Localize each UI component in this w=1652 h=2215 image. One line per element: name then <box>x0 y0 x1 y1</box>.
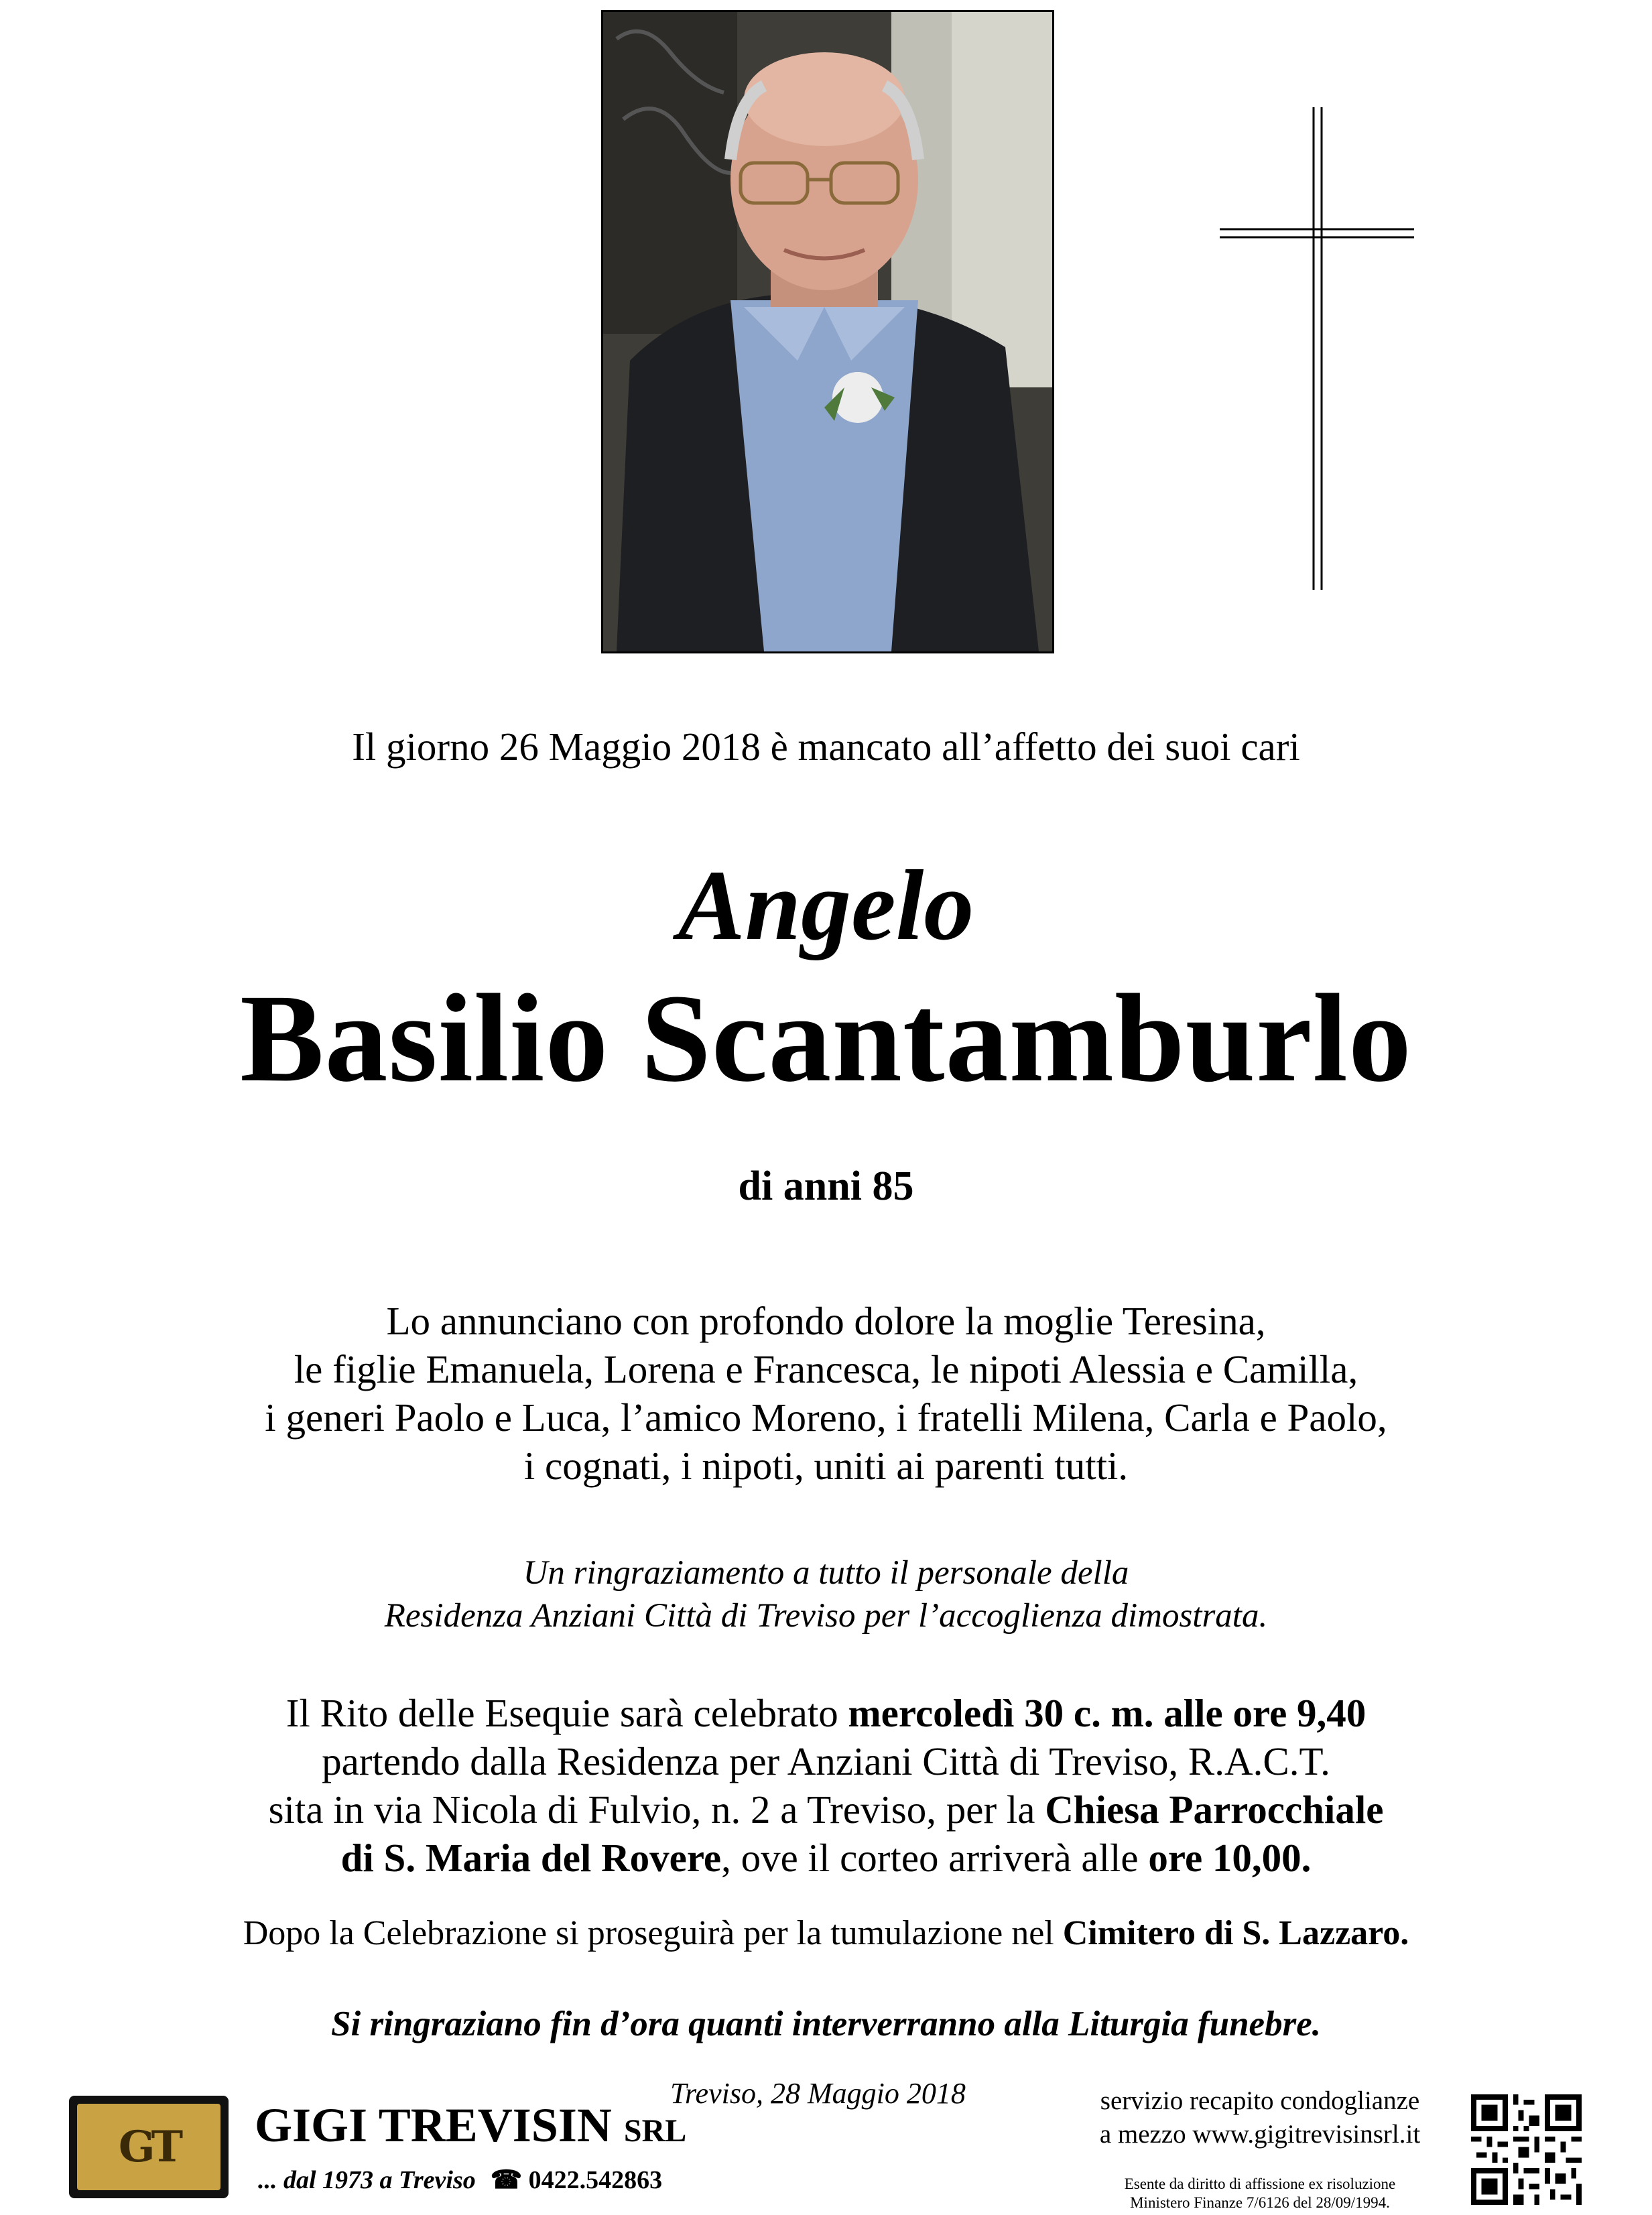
ceremony-datetime: mercoledì 30 c. m. alle ore 9,40 <box>848 1691 1367 1735</box>
logo-monogram: GT <box>77 2104 220 2190</box>
ceremony-line-4 <box>0 1834 1652 1882</box>
company-tagline <box>258 2165 662 2195</box>
final-thanks: Si ringraziano fin d’ora quanti interverranno alla Liturgia funebre. <box>331 2005 1321 2043</box>
service-website: a mezzo www.gigitrevisinsrl.it <box>1099 2120 1421 2149</box>
company-name-text: GIGI TREVISIN <box>255 2098 612 2152</box>
church-name: Chiesa Parrocchiale <box>1045 1787 1384 1832</box>
ceremony-line-1 <box>0 1689 1652 1737</box>
intro-line: Il giorno 26 Maggio 2018 è mancato all’affetto dei suoi cari <box>352 724 1300 769</box>
cemetery-name: Cimitero di S. Lazzaro. <box>1062 1914 1409 1952</box>
deceased-surname: Basilio Scantamburlo <box>240 968 1412 1108</box>
staff-thanks <box>0 1552 1652 1637</box>
tagline-text: ... dal 1973 a Treviso <box>258 2166 476 2194</box>
cross-icon <box>1220 107 1421 590</box>
deceased-first-name: Angelo <box>678 850 974 961</box>
church-name-cont: di S. Maria del Rovere <box>340 1836 722 1880</box>
announcement-line: Lo annunciano con profondo dolore la moglie Teresina, <box>386 1299 1266 1343</box>
burial-info <box>0 1913 1652 1953</box>
announcement-line: i generi Paolo e Luca, l’amico Moreno, i fratelli Milena, Carla e Paolo, <box>265 1395 1387 1440</box>
ceremony-text: , ove il corteo arriverà alle <box>721 1836 1149 1880</box>
service-line: servizio recapito condoglianze <box>1100 2086 1420 2115</box>
phone-icon: ☎ <box>490 2166 523 2194</box>
announcement-line: le figlie Emanuela, Lorena e Francesca, le nipoti Alessia e Camilla, <box>294 1347 1358 1391</box>
announcement-line: i cognati, i nipoti, uniti ai parenti tutti. <box>523 1444 1129 1488</box>
portrait-photo <box>601 10 1054 653</box>
ceremony-details <box>0 1689 1652 1882</box>
company-logo <box>69 2096 229 2198</box>
exempt-line: Esente da diritto di affissione ex risoluzione <box>1124 2175 1396 2192</box>
announcement-paragraph <box>0 1297 1652 1490</box>
phone-number: 0422.542863 <box>528 2166 663 2194</box>
staff-thanks-line: Un ringraziamento a tutto il personale della <box>523 1554 1129 1592</box>
ceremony-text: sita in via Nicola di Fulvio, n. 2 a Treviso, per la <box>268 1787 1045 1832</box>
ceremony-text: Il Rito delle Esequie sarà celebrato <box>285 1691 848 1735</box>
company-suffix: SRL <box>623 2113 687 2149</box>
company-name <box>255 2098 686 2153</box>
place-date: Treviso, 28 Maggio 2018 <box>670 2077 966 2110</box>
exempt-line: Ministero Finanze 7/6126 del 28/09/1994. <box>1130 2194 1390 2211</box>
qr-code-icon[interactable] <box>1471 2094 1582 2205</box>
tax-exemption-note <box>1079 2175 1441 2212</box>
burial-text: Dopo la Celebrazione si proseguirà per la tumulazione nel <box>243 1914 1063 1952</box>
deceased-age: di anni 85 <box>738 1163 914 1209</box>
ceremony-line-2: partendo dalla Residenza per Anziani Città di Treviso, R.A.C.T. <box>322 1739 1330 1783</box>
condolence-service <box>1045 2084 1474 2151</box>
ceremony-line-3 <box>0 1785 1652 1834</box>
arrival-time: ore 10,00. <box>1148 1836 1312 1880</box>
staff-thanks-line: Residenza Anziani Città di Treviso per l’accoglienza dimostrata. <box>384 1597 1268 1635</box>
